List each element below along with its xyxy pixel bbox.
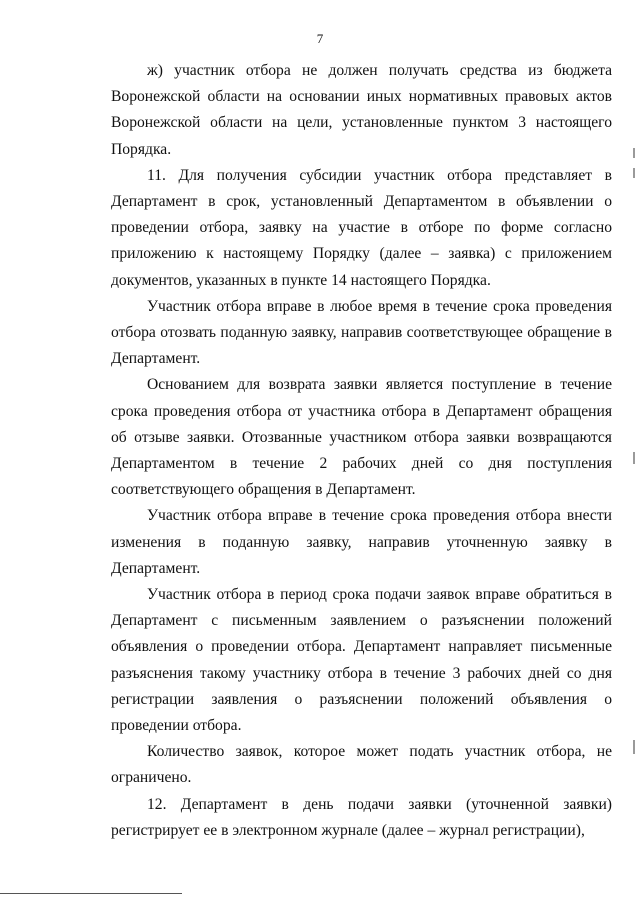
document-body bbox=[111, 58, 612, 844]
paragraph-item-zh: ж) участник отбора не должен получать средства из бюджета Воронежской области на основании иных нормативных правовых актов Воронежской области на цели, установленные пунктом 3 настоящего Порядка. bbox=[111, 62, 612, 158]
paragraph-amend-application: Участник отбора вправе в течение срока проведения отбора внести изменения в поданную заявку, направив уточненную заявку в Департамент. bbox=[111, 507, 612, 577]
scan-edge-mark bbox=[633, 452, 635, 464]
paragraph-clause-11: 11. Для получения субсидии участник отбора представляет в Департамент в срок, установленный Департаментом в объявлении о проведении отбора, заявку на участие в отборе по форме согласно приложению к настоящему Порядку (далее – заявка) с приложением документов, указанных в пункте 14 настоящего Порядка. bbox=[111, 166, 612, 289]
page-number: 7 bbox=[316, 31, 324, 46]
scan-edge-mark bbox=[633, 740, 635, 754]
paragraph-withdraw-application: Участник отбора вправе в любое время в течение срока проведения отбора отозвать поданную заявку, направив соответствующее обращение в Департамент. bbox=[111, 297, 612, 368]
paragraph-clause-12: 12. Департамент в день подачи заявки (уточненной заявки) регистрирует ее в электронном журнале (далее – журнал регистрации), bbox=[111, 795, 612, 839]
scan-edge-mark bbox=[633, 168, 635, 178]
paragraph-clarification-request: Участник отбора в период срока подачи заявок вправе обратиться в Департамент с письменным заявлением о разъяснении положений объявления о проведении отбора. Департамент направляет письменные разъяснения такому участнику отбора в течение 3 рабочих дней со дня регистрации заявления о разъяснении положений объявления о проведении отбора. bbox=[111, 586, 612, 735]
footnote-separator-line bbox=[0, 893, 182, 894]
scan-edge-mark bbox=[633, 148, 635, 158]
paragraph-applications-count: Количество заявок, которое может подать участник отбора, не ограничено. bbox=[111, 743, 612, 787]
paragraph-return-grounds: Основанием для возврата заявки является поступление в течение срока проведения отбора от участника отбора в Департамент обращения об отзыве заявки. Отозванные участником отбора заявки возвращаются Департаментом в течение 2 рабочих дней со дня поступления соответствующего обращения в Департамент. bbox=[111, 376, 612, 499]
